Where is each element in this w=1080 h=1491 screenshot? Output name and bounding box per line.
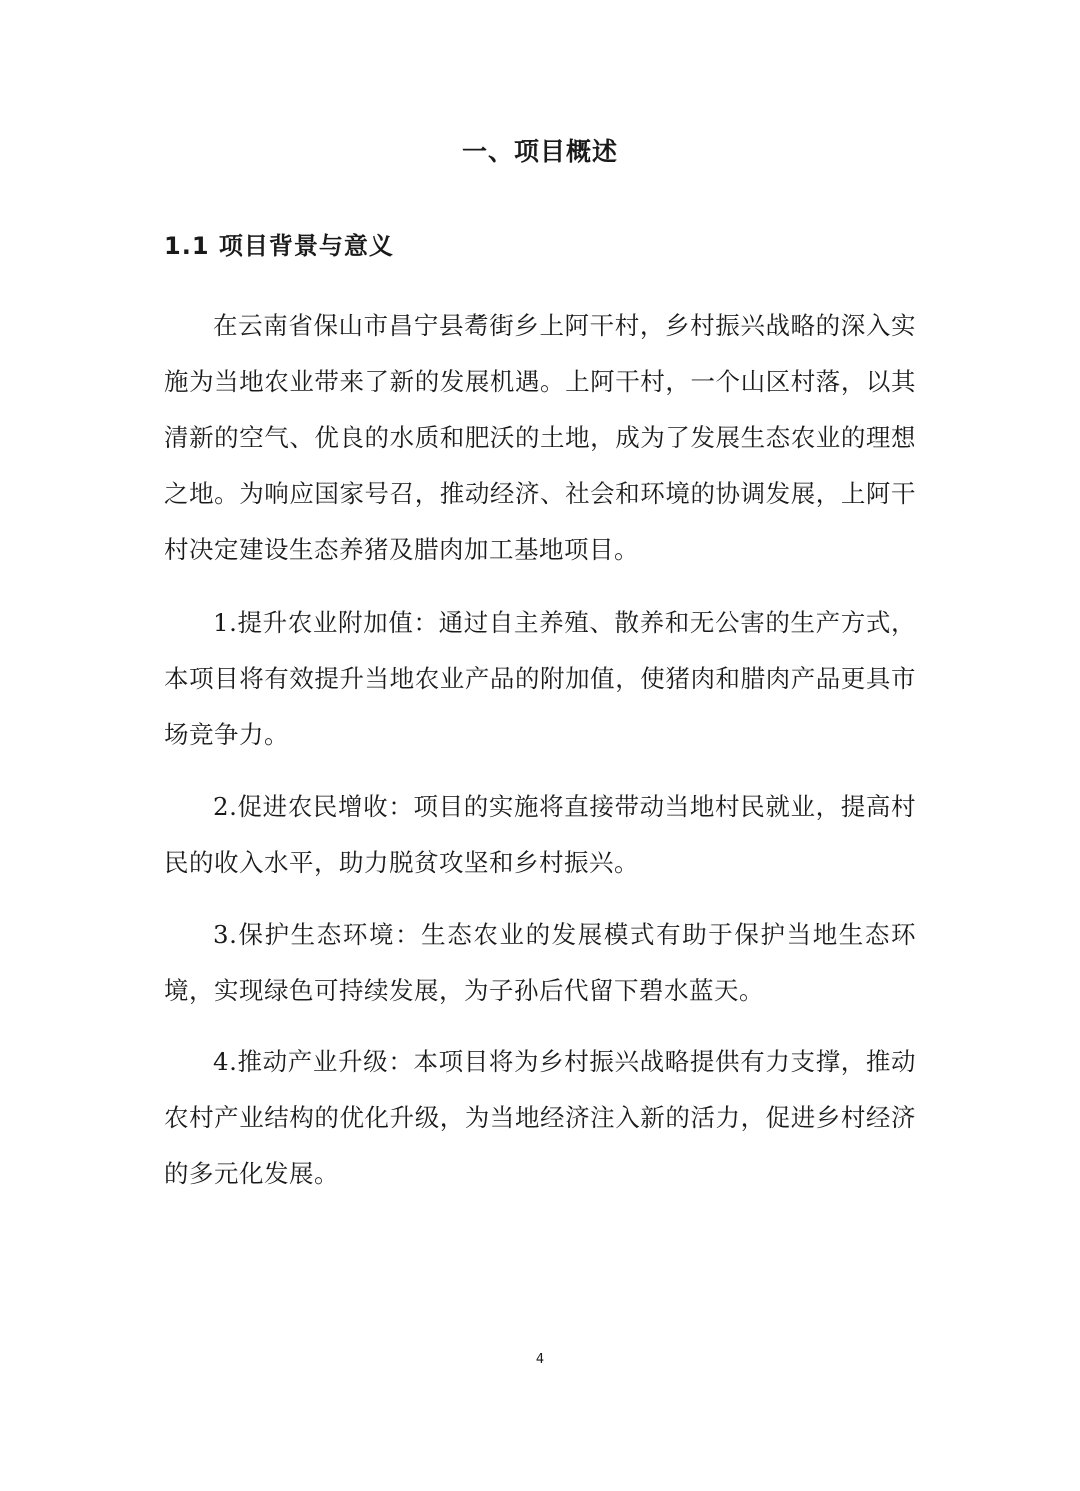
section-title: 1.1 项目背景与意义: [164, 232, 394, 260]
chapter-title: 一、项目概述: [461, 137, 618, 166]
paragraph-intro: 在云南省保山市昌宁县耈街乡上阿干村，乡村振兴战略的深入实施为当地农业带来了新的发展机遇。上阿干村，一个山区村落，以其清新的空气、优良的水质和肥沃的土地，成为了发展生态农业的理想之地。为响应国家号召，推动经济、社会和环境的协调发展，上阿干村决定建设生态养猪及腊肉加工基地项目。: [164, 311, 916, 564]
paragraph-point-4: 4.推动产业升级：本项目将为乡村振兴战略提供有力支撑，推动农村产业结构的优化升级，为当地经济注入新的活力，促进乡村经济的多元化发展。: [164, 1047, 916, 1188]
paragraph-point-1: 1.提升农业附加值：通过自主养殖、散养和无公害的生产方式，本项目将有效提升当地农业产品的附加值，使猪肉和腊肉产品更具市场竞争力。: [164, 608, 916, 749]
paragraph-point-3: 3.保护生态环境：生态农业的发展模式有助于保护当地生态环境，实现绿色可持续发展，为子孙后代留下碧水蓝天。: [164, 920, 916, 1005]
paragraph-point-2: 2.促进农民增收：项目的实施将直接带动当地村民就业，提高村民的收入水平，助力脱贫攻坚和乡村振兴。: [164, 792, 916, 877]
page-number: 4: [535, 1352, 545, 1367]
